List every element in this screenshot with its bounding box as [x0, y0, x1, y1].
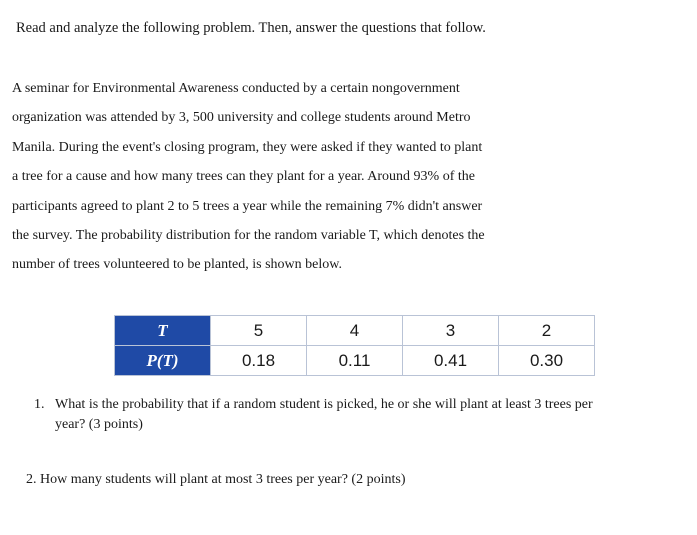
pt-value-cell: 0.11: [307, 346, 403, 376]
t-value-cell: 3: [403, 316, 499, 346]
problem-line: a tree for a cause and how many trees can they plant for a year. Around 93% of the: [12, 169, 475, 185]
instruction-text: Read and analyze the following problem. Then, answer the questions that follow.: [16, 20, 486, 36]
table-row-t: [115, 316, 595, 346]
pt-value-cell: 0.41: [403, 346, 499, 376]
problem-line: organization was attended by 3, 500 university and college students around Metro: [12, 110, 471, 126]
probability-distribution-table: [114, 315, 595, 376]
question-1-text: What is the probability that if a random student is picked, he or she will plant at least 3 trees per: [55, 397, 593, 412]
question-1-number: 1.: [34, 397, 45, 412]
problem-paragraph: [12, 78, 572, 284]
t-value-cell: 5: [211, 316, 307, 346]
problem-line: number of trees volunteered to be planted, is shown below.: [12, 257, 342, 273]
pt-value-cell: 0.30: [499, 346, 595, 376]
t-value-cell: 4: [307, 316, 403, 346]
question-2: 2. How many students will plant at most 3 trees per year? (2 points): [26, 472, 406, 487]
question-1: [34, 395, 593, 435]
table-row-pt: [115, 346, 595, 376]
problem-line: Manila. During the event's closing program, they were asked if they wanted to plant: [12, 139, 483, 155]
pt-header-cell: P(T): [115, 346, 211, 376]
t-header-cell: T: [115, 316, 211, 346]
problem-line: A seminar for Environmental Awareness conducted by a certain nongovernment: [12, 81, 460, 96]
problem-line: the survey. The probability distribution for the random variable T, which denotes the: [12, 227, 485, 243]
pt-value-cell: 0.18: [211, 346, 307, 376]
question-1-continuation: year? (3 points): [55, 417, 143, 432]
problem-line: participants agreed to plant 2 to 5 trees a year while the remaining 7% didn't answer: [12, 198, 483, 214]
t-value-cell: 2: [499, 316, 595, 346]
